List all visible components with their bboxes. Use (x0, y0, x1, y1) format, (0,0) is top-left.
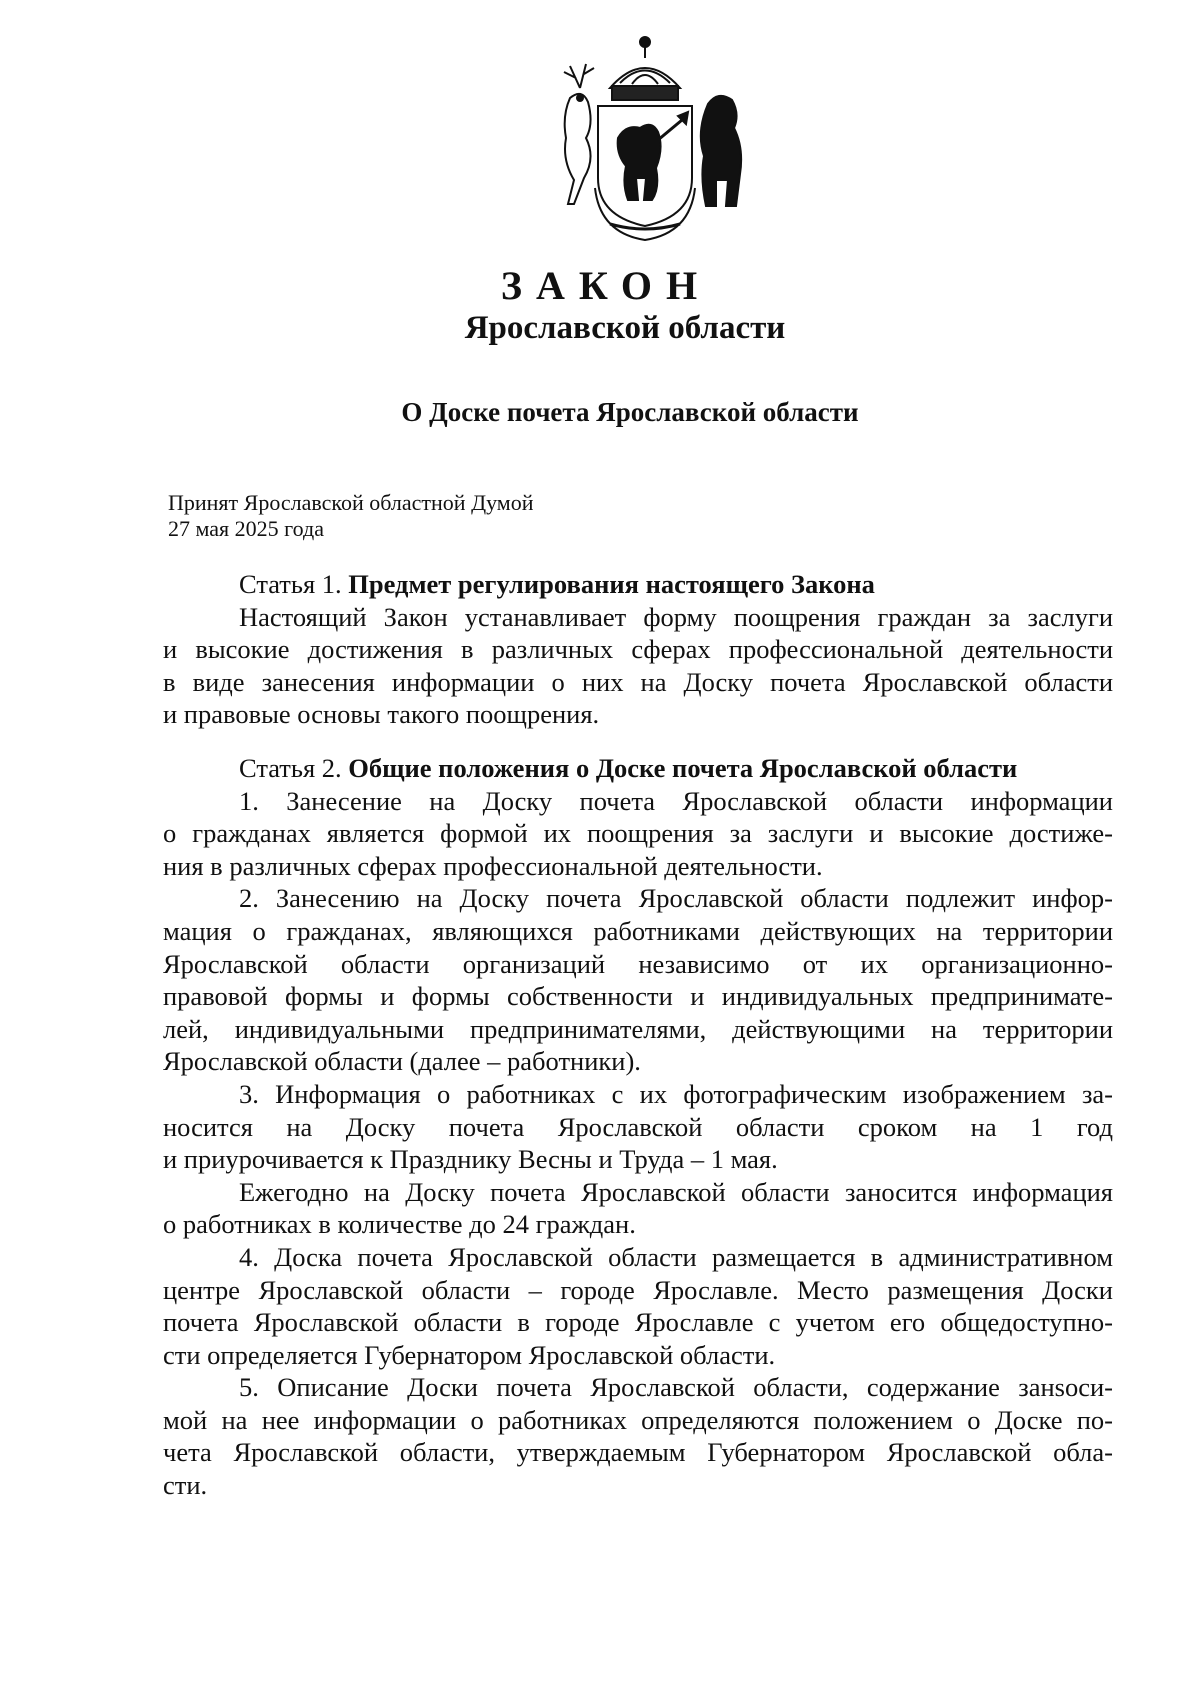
article-number: Статья 1. (239, 569, 342, 599)
adoption-date: 27 мая 2025 года (168, 516, 324, 541)
article-1 (163, 568, 1113, 731)
article-line: 1. Занесение на Доску почета Ярославской области информации (239, 785, 1113, 816)
article-title: Общие положения о Доске почета Ярославской области (348, 753, 1018, 783)
article-line: и приурочивается к Празднику Весны и Труда – 1 мая. (163, 1144, 778, 1175)
article-line: носится на Доску почета Ярославской области сроком на 1 год (163, 1111, 1113, 1142)
adoption-note (168, 490, 534, 542)
article-heading (163, 568, 1113, 601)
article-line: и правовые основы такого поощрения. (163, 699, 600, 730)
article-line: сти определяется Губернатором Ярославской области. (163, 1339, 776, 1370)
article-line: ния в различных сферах профессиональной деятельности. (163, 850, 823, 881)
article-2 (163, 752, 1113, 1502)
article-line: Ежегодно на Доску почета Ярославской области заносится информация (239, 1176, 1113, 1207)
article-line: центре Ярославской области – городе Ярославле. Место размещения Доски (163, 1274, 1113, 1305)
yaroslavl-oblast-coat-of-arms-icon (540, 28, 750, 246)
article-line: чета Ярославской области, утверждаемым Губернатором Ярославской обла- (163, 1437, 1113, 1468)
document-title: ЗАКОН (500, 263, 712, 308)
article-line: Ярославской области организаций независимо от их организационно- (163, 948, 1113, 979)
article-line: и высокие достижения в различных сферах профессиональной деятельности (163, 634, 1113, 665)
article-line: почета Ярославской области в городе Ярославле с учетом его общедоступно- (163, 1307, 1113, 1338)
article-line: 4. Доска почета Ярославской области размещается в административном (239, 1241, 1113, 1272)
article-line: 2. Занесению на Доску почета Ярославской области подлежит инфор- (239, 883, 1113, 914)
article-line: правовой формы и формы собственности и индивидуальных предпринимате- (163, 981, 1113, 1012)
law-name: О Доске почета Ярославской области (401, 397, 859, 427)
article-line: лей, индивидуальными предпринимателями, действующими на территории (163, 1013, 1113, 1044)
article-line: о работниках в количестве до 24 граждан. (163, 1209, 636, 1240)
article-line: Ярославской области (далее – работники). (163, 1046, 641, 1077)
article-line: мация о гражданах, являющихся работниками действующих на территории (163, 915, 1113, 946)
article-line: в виде занесения информации о них на Доску почета Ярославской области (163, 666, 1113, 697)
article-heading (163, 752, 1113, 785)
article-line: Настоящий Закон устанавливает форму поощрения граждан за заслуги (239, 601, 1113, 632)
adoption-body: Принят Ярославской областной Думой (168, 490, 534, 515)
article-title: Предмет регулирования настоящего Закона (348, 569, 875, 599)
article-line: о гражданах является формой их поощрения за заслуги и высокие достиже- (163, 818, 1113, 849)
article-line: 5. Описание Доски почета Ярославской области, содержание занsocи- (239, 1372, 1113, 1403)
article-line: мой на нее информации о работниках определяются положением о Доске по- (163, 1404, 1113, 1435)
document-subtitle: Ярославской области (464, 310, 786, 346)
article-line: 3. Информация о работниках с их фотографическим изображением за- (239, 1078, 1113, 1109)
article-number: Статья 2. (239, 753, 342, 783)
article-line: сти. (163, 1470, 208, 1501)
